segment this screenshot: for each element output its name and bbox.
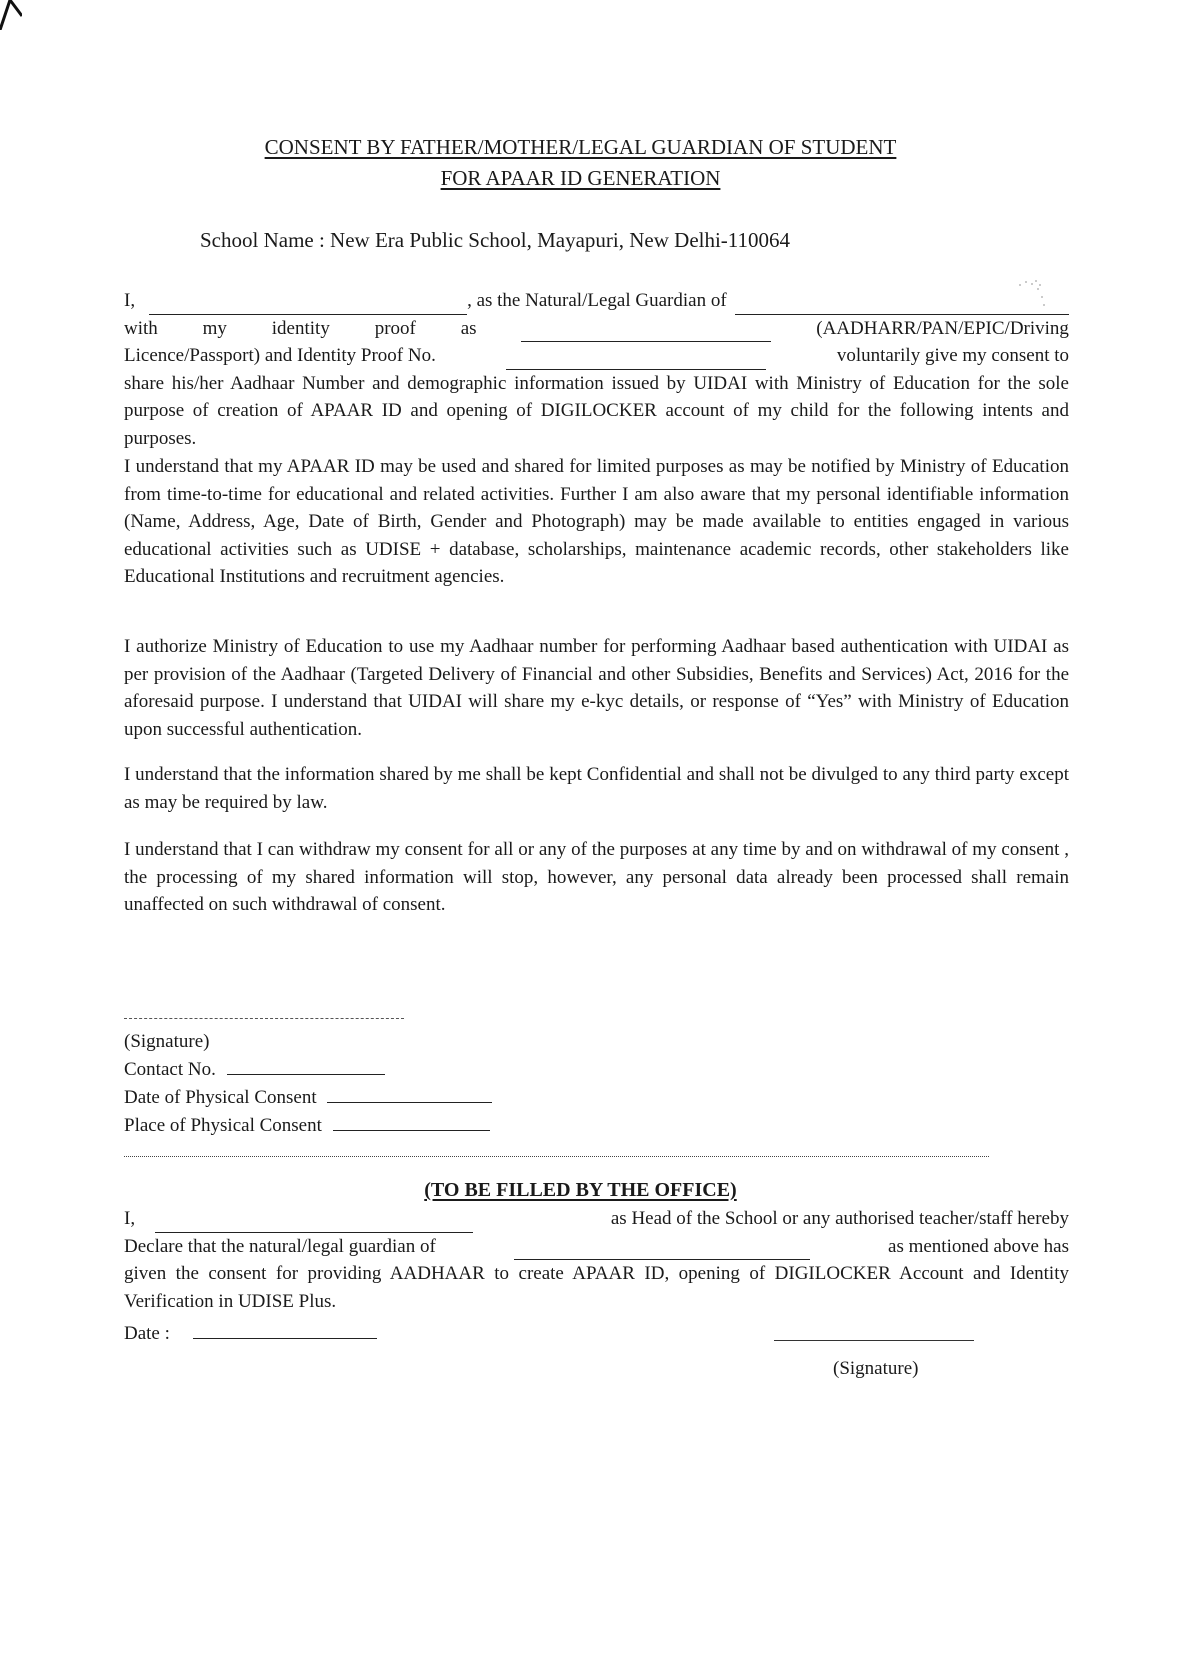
office-date-label: Date : (124, 1323, 170, 1344)
withdrawal-paragraph: I understand that I can withdraw my consent for all or any of the purposes at any time by and on withdrawal of my consent , the processing of my shared information will stop, however, any personal data already been processed shall remain unaffected on such withdrawal of consent. (124, 839, 1069, 915)
office-date-row (124, 1320, 377, 1345)
contact-number-label: Contact No. (124, 1059, 216, 1080)
id-word-as: as (460, 317, 477, 339)
id-proof-options: (AADHARR/PAN/EPIC/Driving (816, 317, 1069, 339)
contact-number-field[interactable] (227, 1056, 385, 1075)
identity-proof-number-label: Licence/Passport) and Identity Proof No. (124, 345, 436, 366)
voluntary-consent-label: voluntarily give my consent to (836, 345, 1069, 366)
office-student-name-field[interactable] (514, 1241, 810, 1260)
school-name: School Name : New Era Public School, Mayapuri, New Delhi-110064 (200, 228, 791, 252)
identity-number-line (124, 342, 1069, 370)
consent-date-label: Date of Physical Consent (124, 1087, 317, 1108)
consent-place-label: Place of Physical Consent (124, 1115, 322, 1136)
office-declaration-rest: given the consent for providing AADHAAR to create APAAR ID, opening of DIGILOCKER Account and Identity Verification in UDISE Plus. (124, 1263, 1069, 1312)
consent-paragraph (124, 287, 1069, 452)
id-word-identity: identity (271, 317, 330, 339)
apaar-usage-paragraph: I understand that my APAAR ID may be used and shared for limited purposes as may be notified by Ministry of Education from time-to-time for educational and related activities. Further I am also aware that my personal identifiable information (Name, Address, Age, Date of Birth, Gender and Photograph) may be made available to entities engaged in various educational activities such as UDISE + database, scholarships, maintenance academic records, other stakeholders like Educational Institutions and recruitment agencies. (124, 456, 1069, 587)
form-title-line-1: CONSENT BY FATHER/MOTHER/LEGAL GUARDIAN OF STUDENT (264, 135, 897, 159)
guardian-signature-block (124, 1028, 492, 1140)
form-title-line-2: FOR APAAR ID GENERATION (440, 166, 721, 190)
declare-guardian-label: Declare that the natural/legal guardian of (124, 1235, 436, 1257)
guardian-line (124, 287, 1069, 315)
office-date-field[interactable] (193, 1320, 377, 1339)
id-word-my: my (202, 317, 227, 339)
head-of-school-name-field[interactable] (155, 1214, 473, 1233)
authorization-paragraph: I authorize Ministry of Education to use my Aadhaar number for performing Aadhaar based authentication with UIDAI as per provision of the Aadhaar (Targeted Delivery of Financial and other Subsidies, Benefits and Services) Act, 2016 for the aforesaid purpose. I understand that UIDAI will share my e-kyc details, or response of “Yes” with Ministry of Education upon successful authentication. (124, 636, 1069, 740)
office-signature-line[interactable] (774, 1340, 974, 1341)
student-name-field[interactable] (735, 296, 1069, 315)
guardian-signature-line[interactable] (124, 1018, 404, 1019)
identity-proof-line (124, 315, 1069, 343)
identity-proof-number-field[interactable] (506, 351, 766, 370)
id-word-with: with (124, 317, 158, 339)
identity-proof-type-field[interactable] (521, 323, 771, 342)
guardian-name-field[interactable] (149, 296, 467, 315)
page-corner-mark (0, 0, 22, 30)
guardian-signature-label: (Signature) (124, 1031, 210, 1052)
office-signature-label: (Signature) (833, 1358, 919, 1379)
consent-paragraph-rest: share his/her Aadhaar Number and demographic information issued by UIDAI with Ministry of Education for the sole purpose of creation of APAAR ID and opening of DIGILOCKER account of my child for the following intents and purposes. (124, 372, 1069, 449)
office-guardian-line (124, 1233, 1069, 1261)
mentioned-above-label: as mentioned above has (888, 1235, 1069, 1257)
office-declaration (124, 1205, 1069, 1315)
natural-guardian-label: , as the Natural/Legal Guardian of (467, 290, 727, 311)
office-intro-label: I, (124, 1208, 136, 1229)
id-word-proof: proof (374, 317, 416, 339)
office-section-heading: (TO BE FILLED BY THE OFFICE) (424, 1179, 737, 1201)
consent-place-field[interactable] (333, 1112, 490, 1131)
consent-date-field[interactable] (327, 1084, 492, 1103)
office-section-separator (124, 1156, 989, 1157)
office-head-line (124, 1205, 1069, 1233)
head-of-school-label: as Head of the School or any authorised teacher/staff hereby (610, 1208, 1069, 1229)
guardian-intro-label: I, (124, 290, 136, 311)
confidentiality-paragraph: I understand that the information shared by me shall be kept Confidential and shall not be divulged to any third party except as may be required by law. (124, 764, 1069, 813)
